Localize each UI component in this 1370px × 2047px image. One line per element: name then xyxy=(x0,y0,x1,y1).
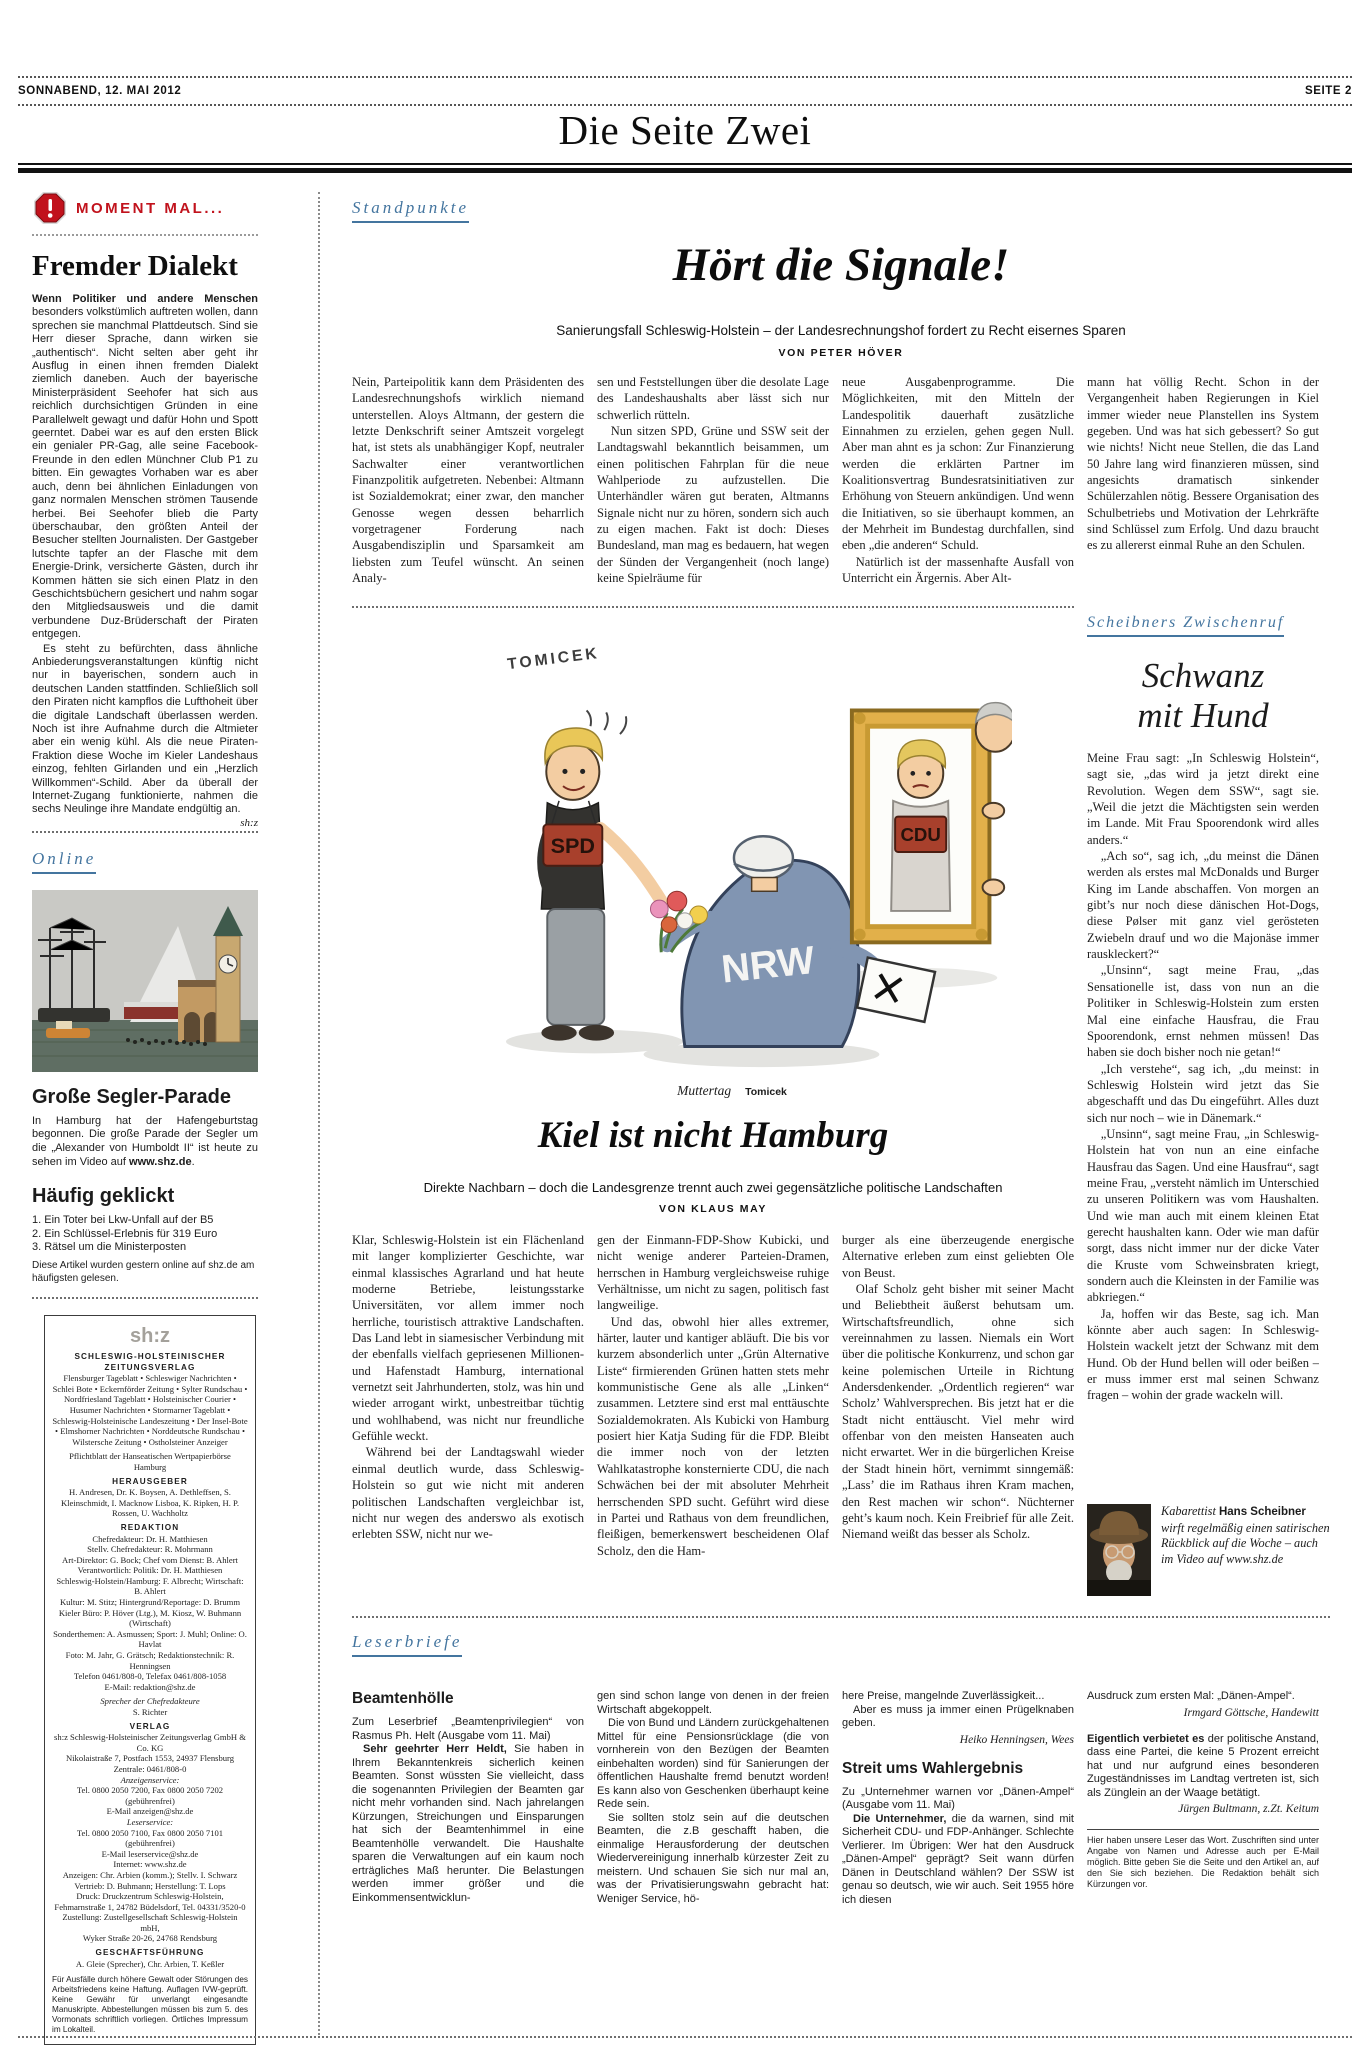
imprint-line: sh:z xyxy=(130,1325,170,1347)
paragraph: „Unsinn“, sagt meine Frau, „in Schleswig-Holstein hat von nun an eine einfache Hausfrau das Sagen. Und eine Hausfrau“, sagt meine Frau, „versteht nämlich im Unterschied zu unseren Politikern was vom Haushalten. Und wie man auch mit einem kleinen Etat gerecht haushalten kann. Oder wie man dafür sorgt, dass nicht immer nur der dicke Vater die Kruste vom Schweinsbraten kriegt, sondern auch die Kleinsten in der Familie was abkriegen.“ xyxy=(1087,1126,1319,1305)
imprint-line: Art-Direktor: G. Bock; Chef vom Dienst: B. Ahlert xyxy=(62,1554,238,1565)
kiel-column-3 xyxy=(842,1232,1074,1590)
imprint-line: Druck: Druckzentrum Schleswig-Holstein, xyxy=(76,1891,224,1902)
standpunkte-subtitle: Sanierungsfall Schleswig-Holstein – der Landesrechnungshof fordert zu Recht eisernes Sparen xyxy=(556,323,1126,338)
imprint-line: Kultur: M. Stitz; Hintergrund/Reportage: D. Brumm xyxy=(59,1597,241,1608)
column-divider xyxy=(318,192,320,2035)
article-signature: sh:z xyxy=(240,816,258,829)
editorial-cartoon xyxy=(452,624,1012,1076)
separator xyxy=(32,1297,258,1299)
cartoon-nrw-label: NRW xyxy=(719,938,817,992)
left-column xyxy=(32,190,258,2045)
standpunkte-byline: VON PETER HÖVER xyxy=(778,347,904,359)
list-item: 2. Ein Schlüssel-Erlebnis für 319 Euro xyxy=(32,1227,218,1240)
imprint-line: Chefredakteur: Dr. H. Matthiesen xyxy=(92,1533,208,1544)
haeufig-geklickt-note: Diese Artikel wurden gestern online auf shz.de am häufigsten gelesen. xyxy=(32,1260,255,1284)
section-zwischenruf: Scheibners Zwischenruf xyxy=(1087,614,1284,637)
letter-body: Sehr geehrter Herr Heldt, Sie haben in Ihrem Bekanntenkreis sicherlich keinen Beamten. Sonst wüssten Sie vielleicht, dass die sogenannten Privilegien der Beamten gar nicht mehr vorhanden sind. Nach jahrelangen Kürzungen, Streichungen und Einsparungen hat sich der Beamtenhimmel in eine Beamtenhölle verwandelt. Die Haushalte sparen die Verwaltungen auf ein kaum noch erträgliches Maß herunter. Die Belastungen werden immer größer und die Einkommensentwicklun- xyxy=(352,1743,584,1904)
imprint-line: Telefon 0461/808-0, Telefax 0461/808-1058 xyxy=(73,1671,227,1682)
separator xyxy=(352,1616,1330,1618)
dateline-row xyxy=(18,76,1352,106)
imprint-box xyxy=(44,1315,256,2045)
letter-body: Aber es muss ja immer einen Prügelknaben geben. xyxy=(842,1703,1074,1729)
imprint-line: Anzeigen: Chr. Arbien (komm.); Stellv. I. Schwarz xyxy=(62,1869,238,1880)
leserbriefe-column-3 xyxy=(842,1690,1074,2040)
paragraph: Und das, obwohl hier alles extremer, härter, lauter und kantiger abläuft. Die bis vor kurzem absonderlich unter „Grün Alternative Liste“ firmierenden Grünen hatten stets mehr kommunistische Gene als alle „Linken“ zusammen. Letztere sind erst mal enttäuschte Sozialdemokraten. Als Kubicki von Hamburg posiert hier Katja Suding für die FDP. Bleibt die immer noch von der letzten Wahlkatastrophe konsternierte CDU, die nach Schwächen bei der mit absoluter Mehrheit herrschenden SPD sucht. Geführt wird diese in Partei und Rathaus von dem freundlichen, fleißigen, bemerkenswert bescheidenen Olaf Scholz, den die Ham- xyxy=(597,1314,829,1558)
kiel-headline: Kiel ist nicht Hamburg xyxy=(537,1115,889,1156)
imprint-line: Für Ausfälle durch höhere Gewalt oder Störungen des Arbeitsfriedens keine Haftung. Auflagen IVW-geprüft. Keine Gewähr für unverlangt eingesandte Manuskripte. Abbestellungen müssen bis zum 5. des Vormonats schriftlich vorliegen. Örtliches Impressum im Lokalteil. xyxy=(52,1975,248,2035)
paragraph: Olaf Scholz geht bisher mit seiner Macht und Beliebtheit äußerst behutsam um. Wirtschaftsfreundlich, ohne sich vereinnahmen zu lassen. Niemals ein Wort über die politische Konkurrenz, und schon gar keine polemischen Urteile in Richtung Andersdenkender. „Ordentlich regieren“ war Scholz’ Wahlversprechen. Bis jetzt hat er die Stadt nicht enttäuscht. Viel mehr wird offenbar von den meisten Hanseaten auch nicht erwartet. Wer in die bürgerlichen Kreise der Stadt hinein hört, vernimmt sinngemäß: „Lass’ die im Rathaus ihren Kram machen, den Rest machen wir schon“. Nüchterner geht’s kaum noch. Kein Freibrief für alle Zeit. Niemand weißt das besser als Scholz. xyxy=(842,1282,1074,1542)
imprint-line: GESCHÄFTSFÜHRUNG xyxy=(95,1948,205,1958)
letter-reference: Zu „Unternehmer warnen vor „Dänen-Ampel“ (Ausgabe vom 11. Mai) xyxy=(842,1785,1074,1811)
segler-parade-headline: Große Segler-Parade xyxy=(32,1085,231,1108)
paragraph: Nein, Parteipolitik kann dem Präsidenten des Landesrechnungshofs wirklich niemand unterstellen. Aloys Altmann, der gestern die letzte Denkschrift seiner Amtszeit vorgelegt hat, ist stets als unabhängiger Kopf, neutraler Sachwalter einer verantwortlichen Finanzpolitik aufgetreten. Nebenbei: Altmann ist Sozialdemokrat; einer zwar, den mancher Genosse wegen dessen beharrlich vorgetragener Forderung nach Ausgabendisziplin und Sparsamkeit am liebsten zum Teufel wünscht. An seinen Analy- xyxy=(352,375,584,586)
dateline-page-number: SEITE 2 xyxy=(1304,85,1352,97)
letter-signature: Heiko Henningsen, Wees xyxy=(959,1733,1074,1746)
leserbriefe-column-2 xyxy=(597,1690,829,2040)
leserbriefe-column-1 xyxy=(352,1690,584,2040)
imprint-line: Sprecher der Chefredakteure xyxy=(100,1696,200,1707)
haeufig-geklickt-headline: Häufig geklickt xyxy=(32,1185,175,1208)
haeufig-geklickt-list xyxy=(32,1214,258,1255)
separator xyxy=(352,606,1074,608)
zwischenruf-body xyxy=(1087,750,1319,1498)
letter-reference: Zum Leserbrief „Beamtenprivilegien“ von Rasmus Ph. Helt (Ausgabe vom 11. Mai) xyxy=(352,1716,584,1742)
cartoon-cdu-frame xyxy=(852,710,990,942)
section-leserbriefe: Leserbriefe xyxy=(352,1632,462,1657)
cartoon-drawing xyxy=(452,624,1012,1076)
imprint-line: Zustellung: Zustellgesellschaft Schleswig-Holstein mbH, xyxy=(62,1912,238,1933)
list-item: 1. Ein Toter bei Lkw-Unfall auf der B5 xyxy=(32,1214,214,1227)
leserbriefe-column-4 xyxy=(1087,1690,1319,2040)
paragraph: neue Ausgabenprogramme. Die Möglichkeiten, mit den Mitteln der Landespolitik dauerhaft zusätzliche Einnahmen zu erzielen, gehen gegen Null. Aber man ahnt es ja schon: Zur Finanzierung werden die erklärten Partner im Koalitionsvertrag Bundesratsinitiativen zur Erhöhung von Steuern ankündigen. Und wenn die Initiativen, so sie überhaupt kommen, an der Mehrheit im Bundestag durchfallen, sind eben „die anderen“ Schuld. xyxy=(842,375,1074,553)
imprint-line: Foto: M. Jahr, G. Grätsch; Redaktionstechnik: R. Henningsen xyxy=(65,1650,235,1671)
letter-body: Die von Bund und Ländern zurückgehaltenen Mittel für eine Pensionsrücklage (die von vornherein von den Bezügen der Beamten einbehalten worden) sind für Sanierungen der öffentlichen Haushalte fremd benutzt worden! Es kann also von Geschenken überhaupt keine Rede sein. xyxy=(597,1717,829,1810)
paragraph: sen und Feststellungen über die desolate Lage des Landeshaushalts aber lässt sich nur schwerlich rütteln. xyxy=(597,375,829,422)
stop-sign-icon xyxy=(32,190,68,226)
imprint-line: REDAKTION xyxy=(120,1522,180,1532)
paragraph: Nun sitzen SPD, Grüne und SSW seit der Landtagswahl bekanntlich beisammen, um einen politischen Fahrplan für die neue Wahlperiode zu aufzustellen. Die Unterhändler wären gut beraten, Altmanns Signale nicht nur zu hören, sondern sich auch zu eigen machen. Fakt ist doch: Dieses Bundesland, man mag es bedauern, hat wegen der Sünden der Vergangenheit (noch lange) keine Spielräume für xyxy=(597,424,829,586)
header-rule xyxy=(18,163,1352,173)
kiel-column-1 xyxy=(352,1232,584,1590)
list-item: 3. Rätsel um die Ministerposten xyxy=(32,1241,187,1254)
photo-caption: Kabarettist Hans Scheibner wirft regelmäßig einen satirischen Rückblick auf die Woche – auch im Video auf www.shz.de xyxy=(1161,1504,1330,1566)
imprint-line: E-Mail leserservice@shz.de xyxy=(101,1848,199,1859)
imprint-line: Internet: www.shz.de xyxy=(113,1859,187,1870)
imprint-line: Verantwortlich: Politik: Dr. H. Matthiesen xyxy=(77,1565,223,1576)
fremder-dialekt-paragraph: Wenn Politiker und andere Menschen besonders volkstümlich auftreten wollen, dann sprechen sie manchmal Plattdeutsch. Sind sie Herr dieser Sprache, dann wirken sie „authentisch“. Nicht selten aber geht ihr Ausflug in einen ihnen fremden Dialekt ziemlich daneben. Auch der bayerische Ministerpräsident Seehofer hat sich aus reichlich durchsichtigen Gründen in eine Parallelwelt gewagt und dafür Hohn und Spott geerntet. Dabei war es auf den ersten Blick ein genialer PR-Gag, alle seine Facebook-Freunde in den edlen Münchner Club P1 zu bitten. Ein gewagtes Vorhaben war es aber auch, denn bei ähnlichen Einladungen von ganz normalen Menschen strömen Tausende herbei. Bei Seehofer blieb die Party überschaubar, den größten Anteil der Besucher stellten Journalisten. Der Gastgeber lutschte tapfer an der Flasche mit dem Energie-Drink, versicherte Gästen, durch ihr Kommen hätten sie sich einen Platz in den Geschichtsbüchern gesichert und nahm sogar den Mitgliedsausweis und die damit verbundene Duz-Brüderschaft der Piraten entgegen. xyxy=(32,293,258,641)
paragraph: mann hat völlig Recht. Schon in der Vergangenheit haben Regierungen in Kiel immer wieder neue Planstellen ins System gegeben. Und was hat sich gebessert? So gut wie nichts! Nicht neue Stellen, die das Land 50 Jahre lang wird finanzieren müssen, sind angesichts dramatisch sinkender Schülerzahlen nötig. Bessere Organisation des Schulbetriebs und Motivation der Lehrkräfte sind Schlüssel zum Erfolg. Und dazu braucht es zu allererst einmal Ruhe an den Schulen. xyxy=(1087,375,1319,553)
standpunkte-headline: Hört die Signale! xyxy=(672,239,1010,291)
section-online: Online xyxy=(32,849,258,874)
paragraph: Meine Frau sagt: „In Schleswig Holstein“, sagt sie, „das wird ja jetzt direkt eine Revolution. Wegen dem SSW“, sagt sie. „Weil die jetzt die Mächtigsten sein werden im Lande. Mit Frau Spoorendonk wird alles anders.“ xyxy=(1087,751,1319,847)
leserbriefe-note: Hier haben unsere Leser das Wort. Zuschriften sind unter Angabe von Namen und Adresse auch per E-Mail möglich. Bitte geben Sie die Seite und den Artikel an, auf den Sie sich beziehen. Die Redaktion behält sich Kürzungen vor. xyxy=(1087,1829,1319,1890)
paragraph: „Unsinn“, sagt meine Frau, „das Sensationelle ist, dass von nun an die Politiker in Schleswig-Holstein zum ersten Mal eine einfache Hausfrau, die Frau Spoorendonk, ernst nehmen müssen! Das haben sie doch bisher noch nie getan!“ xyxy=(1087,963,1319,1060)
section-standpunkte: Standpunkte xyxy=(352,198,469,223)
standpunkte-column-2 xyxy=(597,374,829,598)
imprint-line: Vertrieb: D. Buhmann; Herstellung: T. Lops xyxy=(74,1880,226,1891)
letter-body: Eigentlich verbietet es der politische Anstand, dass eine Partei, die keine 5 Prozent erreicht hat und nur aufgrund eines besonderen Zugeständnisses im Landtag vertreten ist, sich als Zünglein an der Waage betätigt. xyxy=(1087,1732,1319,1799)
moment-mal-header xyxy=(32,190,258,236)
segler-parade-body: In Hamburg hat der Hafengeburtstag begonnen. Die große Parade der Segler um die „Alexander von Humboldt II“ ist heute zu sehen im Video auf www.shz.de. xyxy=(32,1114,258,1168)
imprint-line: Stellv. Chefredakteur: R. Mohrmann xyxy=(87,1544,213,1555)
cartoon-signature-text: TOMICEK xyxy=(506,644,601,674)
kiel-byline: VON KLAUS MAY xyxy=(659,1203,767,1215)
imprint-line: Leserservice: xyxy=(126,1816,174,1827)
letter-headline: Beamtenhölle xyxy=(352,1690,454,1707)
imprint-line: Sonderthemen: A. Asmussen; Sport: J. Muhl; Online: O. Havlat xyxy=(53,1628,247,1650)
paragraph: Ja, hoffen wir das Beste, sag ich. Man könnte aber auch sagen: In Schleswig-Holstein wackelt jetzt der Schwanz mit dem Hund. Ob der Hund bellen will oder beißen – er muss immer erst mal seinen Schwanz fragen – wohin der grade wackeln will. xyxy=(1087,1306,1319,1403)
letter-signature: Irmgard Göttsche, Handewitt xyxy=(1183,1706,1319,1719)
imprint-line: Schleswig-Holstein/Hamburg: F. Albrecht; Wirtschaft: B. Ahlert xyxy=(56,1575,244,1597)
fremder-dialekt-headline: Fremder Dialekt xyxy=(32,250,238,282)
paragraph: gen der Einmann-FDP-Show Kubicki, und nicht wenige anderer Parteien-Dramen, herrschen in Hamburg vergleichsweise ruhige Verhältnisse, um nicht zu sagen, politisch fast langweilige. xyxy=(597,1233,829,1313)
cartoon-cdu-label: CDU xyxy=(900,824,941,846)
kiel-subtitle: Direkte Nachbarn – doch die Landesgrenze trennt auch zwei gegensätzliche politische Landschaften xyxy=(423,1180,1003,1195)
imprint-line: Pflichtblatt der Hanseatischen Wertpapierbörse Hamburg xyxy=(69,1451,231,1472)
standpunkte-column-3 xyxy=(842,374,1074,598)
imprint-line: Nikolaistraße 7, Postfach 1553, 24937 Flensburg xyxy=(65,1753,235,1764)
zwischenruf-footer xyxy=(1087,1504,1330,1596)
imprint-line: E-Mail anzeigen@shz.de xyxy=(106,1806,194,1817)
imprint-line: E-Mail: redaktion@shz.de xyxy=(104,1681,196,1692)
fremder-dialekt-body xyxy=(32,293,258,829)
imprint-line: Flensburger Tageblatt • Schleswiger Nachrichten • Schlei Bote • Eckernförder Zeitung • Sylter Rundschau • Nordfriesland Tageblatt • Holsteinischer Courier • Husumer Nachrichten • Stormarner Tageblatt • Schleswig-Holsteinische Landeszeitung • Der Insel-Bote • Elmshorner Nachrichten • Norddeutsche Rundschau • Wilstersche Zeitung • Ostholsteiner Anzeiger xyxy=(52,1373,248,1447)
page-bottom-rule xyxy=(18,2036,1352,2038)
cartoon-spd-figure xyxy=(541,728,661,1041)
cartoon-caption: Muttertag Tomicek xyxy=(677,1083,787,1098)
letter-headline: Streit ums Wahlergebnis xyxy=(842,1759,1024,1777)
fremder-dialekt-paragraph: Es steht zu befürchten, dass ähnliche Anbiederungsveranstaltungen künftig nicht nur in bayerischen, sondern auch in deutschen Landen stattfinden. Schließlich soll den Piraten nicht kampflos die Lufthoheit über die digitale Landschaft überlassen werden. Noch ist ihre Aufnahme durch die Altmieter aber ein wenig kühl. Als die neue Piraten-Fraktion diese Woche im Kieler Landeshaus einzog, fehlten Girlanden und ein „Herzlich Willkommen“-Schild. Aber da überall der Internet-Zugang funktionierte, nahmen die sechs Neulinge ihre Mandate endgültig an. sh:z xyxy=(32,642,258,829)
imprint-line: Fehmarnstraße 1, 24782 Büdelsdorf, Tel. 04331/3520-0 xyxy=(54,1901,246,1912)
letter-body: here Preise, mangelnde Zuverlässigkeit... xyxy=(842,1690,1045,1702)
paragraph: Natürlich ist der massenhafte Ausfall von Unterricht ein Ärgernis. Aber Alt- xyxy=(842,554,1074,586)
page-title: Die Seite Zwei xyxy=(558,107,812,153)
imprint-line: Wyker Straße 20-26, 24768 Rendsburg xyxy=(82,1933,218,1944)
imprint-line: Kieler Büro: P. Höver (Ltg.), M. Kiosz, W. Buhmann (Wirtschaft) xyxy=(58,1607,242,1629)
letter-body: Die Unternehmer, die da warnen, sind mit Sicherheit CDU- und FDP-Anhänger. Schlechte Verlierer. Im Übrigen: Wer hat den Ausdruck „Dänen-Ampel“ geprägt? Seit wann dürfen Dänen in Deutschland wählen? Der SSW ist genau so deutsch, wie wir auch. Seit 1955 höre ich diesen xyxy=(842,1812,1074,1906)
imprint-line: Zentrale: 0461/808-0 xyxy=(113,1763,187,1774)
paragraph: „Ach so“, sag ich, „du meinst die Dänen werden als erstes mal McDonalds und Burger King im Lande abschaffen. Von morgen an gibt’s nur noch diese dänischen Hot-Dogs, diese Pølser mit ganz viel gerösteten Zwiebeln drauf und wo die Majonäse immer rauskleckert?“ xyxy=(1087,849,1319,962)
separator xyxy=(32,831,258,833)
imprint-line: Tel. 0800 2050 7200, Fax 0800 2050 7202 (gebührenfrei) xyxy=(76,1785,224,1806)
zwischenruf-headline: Schwanz mit Hund xyxy=(1137,656,1269,735)
paragraph: Während bei der Landtagswahl wieder einmal deutlich wurde, dass Schleswig-Holstein so gut wie nicht mit anderen politischen Landschaften vergleichbar ist, nicht nur wegen des anderswo als exotisch erlebten SSW, nicht nur we- xyxy=(352,1445,584,1542)
imprint-line: A. Gleie (Sprecher), Chr. Arbien, T. Keßler xyxy=(75,1958,225,1969)
imprint-line: S. Richter xyxy=(132,1707,168,1717)
imprint-line: Tel. 0800 2050 7100, Fax 0800 2050 7101 (gebührenfrei) xyxy=(76,1827,224,1849)
letter-body: Sie sollten stolz sein auf die deutschen Beamten, die z.B geschafft haben, die einmalige Herausforderung der deutschen Wiedervereinigung innerhalb kürzester Zeit zu meistern. Und schauen Sie sich nur mal an, was der Privatisierungswahn gebracht hat: Weniger Service, hö- xyxy=(597,1811,829,1905)
cartoon-spd-label: SPD xyxy=(550,832,596,858)
harbor-parade-photo xyxy=(32,890,258,1072)
imprint-line: Anzeigenservice: xyxy=(120,1774,180,1785)
hans-scheibner-photo xyxy=(1087,1504,1151,1596)
dateline-date: SONNABEND, 12. MAI 2012 xyxy=(18,85,182,97)
imprint-line: SCHLESWIG-HOLSTEINISCHER ZEITUNGSVERLAG xyxy=(74,1352,226,1372)
kiel-column-2 xyxy=(597,1232,829,1590)
letter-signature: Jürgen Bultmann, z.Zt. Keitum xyxy=(1178,1803,1319,1815)
standpunkte-column-4 xyxy=(1087,374,1319,598)
letter-body: Ausdruck zum ersten Mal: „Dänen-Ampel“. xyxy=(1087,1690,1295,1702)
imprint-line: sh:z Schleswig-Holsteinischer Zeitungsverlag GmbH & Co. KG xyxy=(54,1732,246,1753)
paragraph: burger als eine überzeugende energische Alternative erleben zum einst geliebten Ole von Beust. xyxy=(842,1233,1074,1280)
cartoon-ballot xyxy=(857,958,935,1022)
imprint-line: VERLAG xyxy=(129,1721,171,1731)
letter-body: gen sind schon lange von denen in der freien Wirtschaft abgekoppelt. xyxy=(597,1690,829,1716)
imprint-line: HERAUSGEBER xyxy=(112,1476,188,1486)
moment-mal-label: MOMENT MAL... xyxy=(76,199,225,217)
paragraph: „Ich verstehe“, sag ich, „du meinst: in Schleswig Holstein wird jetzt das Sie abgeschafft und das Du eingeführt. Alles duzt sich nur noch – wie in Dänemark.“ xyxy=(1087,1061,1319,1125)
imprint-line: H. Andresen, Dr. K. Boysen, A. Dethleffsen, S. Kleinschmidt, I. Macknow Lisboa, K. Ripken, H. P. Rossen, U. Wachholtz xyxy=(60,1487,240,1519)
standpunkte-column-1 xyxy=(352,374,584,598)
paragraph: Klar, Schleswig-Holstein ist ein Flächenland mit langer komplizierter Geschichte, war einmal klassisches Agrarland und hat heute moderne Betriebe, leistungsstarke Universitäten, vor allem immer noch herrliche, touristisch attraktive Landschaften. Das Land lebt in siamesischer Verbindung mit der ebenfalls vielfach gepriesenen Millionen- und Hafenstadt Hamburg, international vernetzt seit Jahrhunderten, stolz, was hin und wieder arrogant wirkt, unbestreitbar tüchtig und wohlhabend, was nicht nur freundliche Gefühle weckt. xyxy=(352,1233,584,1444)
